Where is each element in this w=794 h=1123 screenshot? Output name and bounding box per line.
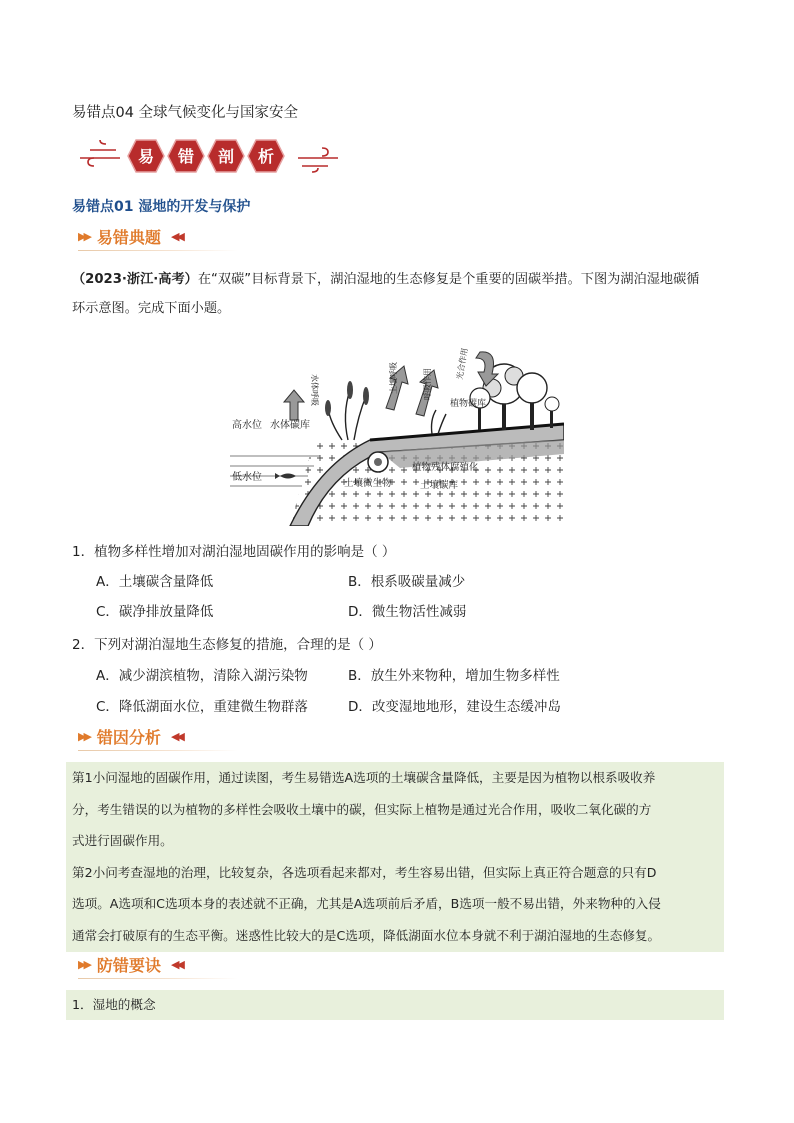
label-low-water: 低水位 (232, 472, 262, 483)
subhead-underline (78, 250, 238, 251)
question-1-option-c: C．碳净排放量降低 (96, 604, 214, 620)
banner-left-decoration (80, 140, 120, 166)
water-respiration-arrow (284, 390, 304, 420)
analysis-line-1: 第1小问湿地的固碳作用，通过读图，考生易错选A选项的土壤碳含量降低，主要是因为植物以根系吸收养 (72, 770, 656, 785)
intro-line-2: 环示意图。完成下面小题。 (72, 301, 231, 316)
section-title: 易错点01 湿地的开发与保护 (72, 199, 251, 215)
analysis-line-4: 第2小问考查湿地的治理，比较复杂，各选项看起来都对，考生容易出错，但实际上真正符合题意的只有D (72, 864, 657, 880)
double-right-arrow-icon: ▶▶ (78, 229, 89, 243)
question-1-option-a: A．土壤碳含量降低 (96, 574, 214, 590)
error-analysis-banner (76, 134, 342, 178)
double-right-arrow-icon: ▶▶ (78, 957, 89, 971)
subhead-label: 防错要诀 (96, 955, 161, 975)
subhead-prevention-tips (78, 952, 182, 976)
question-2-option-b: B．放生外来物种，增加生物多样性 (348, 668, 560, 684)
label-photosynthesis: 光合作用 (455, 347, 470, 381)
double-right-arrow-icon: ▶▶ (78, 729, 89, 743)
label-soil-microbes: 土壤微生物 (344, 478, 392, 489)
analysis-line-5: 选项。A选项和C选项本身的表述就不正确，尤其是A选项前后矛盾，B选项一般不易出错，外来物种的入侵 (72, 896, 661, 911)
double-left-arrow-icon: ◀◀ (170, 957, 182, 971)
label-high-water: 高水位 (232, 420, 262, 431)
question-1-option-d: D．微生物活性减弱 (348, 604, 467, 620)
banner-char-4: 析 (257, 147, 275, 166)
wetland-carbon-cycle-figure (230, 344, 564, 526)
label-respiration: 呼吸作用 (423, 368, 432, 400)
document-title: 易错点04 全球气候变化与国家安全 (72, 105, 299, 121)
analysis-line-2: 分，考生错误的以为植物的多样性会吸收土壤中的碳，但实际上植物是通过光合作用，吸收二氧化碳的方 (72, 801, 652, 817)
subhead-label: 易错典题 (96, 227, 161, 247)
question-source: （2023·浙江·高考） (72, 272, 198, 287)
banner-char-2: 错 (177, 147, 195, 166)
intro-line-1: 在“双碳”目标背景下，湖泊湿地的生态修复是个重要的固碳举措。下图为湖泊湿地碳循 (197, 272, 700, 287)
label-soil-respiration: 土壤呼吸 (389, 362, 398, 394)
question-2-stem: 2．下列对湖泊湿地生态修复的措施，合理的是（ ） (72, 637, 382, 653)
label-soil-carbon: 土壤碳库 (420, 480, 459, 491)
subhead-label: 错因分析 (96, 727, 161, 747)
tips-box (66, 990, 724, 1020)
label-plant-humification: 植物残体腐殖化 (412, 462, 479, 473)
question-2-option-c: C．降低湖面水位，重建微生物群落 (96, 699, 308, 715)
subhead-underline (78, 750, 238, 751)
analysis-line-6: 通常会打破原有的生态平衡。迷惑性比较大的是C选项，降低湖面水位本身就不利于湖泊湿地的生态修复。 (72, 927, 661, 943)
question-1-stem: 1．植物多样性增加对湖泊湿地固碳作用的影响是（ ） (72, 544, 396, 560)
question-intro (72, 265, 732, 323)
banner-char-1: 易 (137, 147, 155, 166)
subhead-underline (78, 978, 238, 979)
tips-line-1: 1．湿地的概念 (72, 997, 156, 1012)
banner-right-decoration (298, 148, 338, 172)
label-water-carbon: 水体碳库 (270, 420, 310, 431)
analysis-line-3: 式进行固碳作用。 (72, 833, 173, 848)
banner-char-3: 剖 (217, 147, 235, 166)
analysis-box (66, 762, 724, 952)
question-2-option-d: D．改变湿地地形，建设生态缓冲岛 (348, 699, 561, 715)
subhead-typical-question (78, 224, 182, 248)
double-left-arrow-icon: ◀◀ (170, 729, 182, 743)
double-left-arrow-icon: ◀◀ (170, 229, 182, 243)
subhead-error-analysis (78, 724, 182, 748)
label-water-respiration: 水体呼吸 (310, 374, 319, 406)
label-plant-carbon: 植物碳库 (450, 399, 487, 409)
question-2-option-a: A．减少湖滨植物，清除入湖污染物 (96, 668, 308, 684)
question-1-option-b: B．根系吸碳量减少 (348, 574, 466, 590)
